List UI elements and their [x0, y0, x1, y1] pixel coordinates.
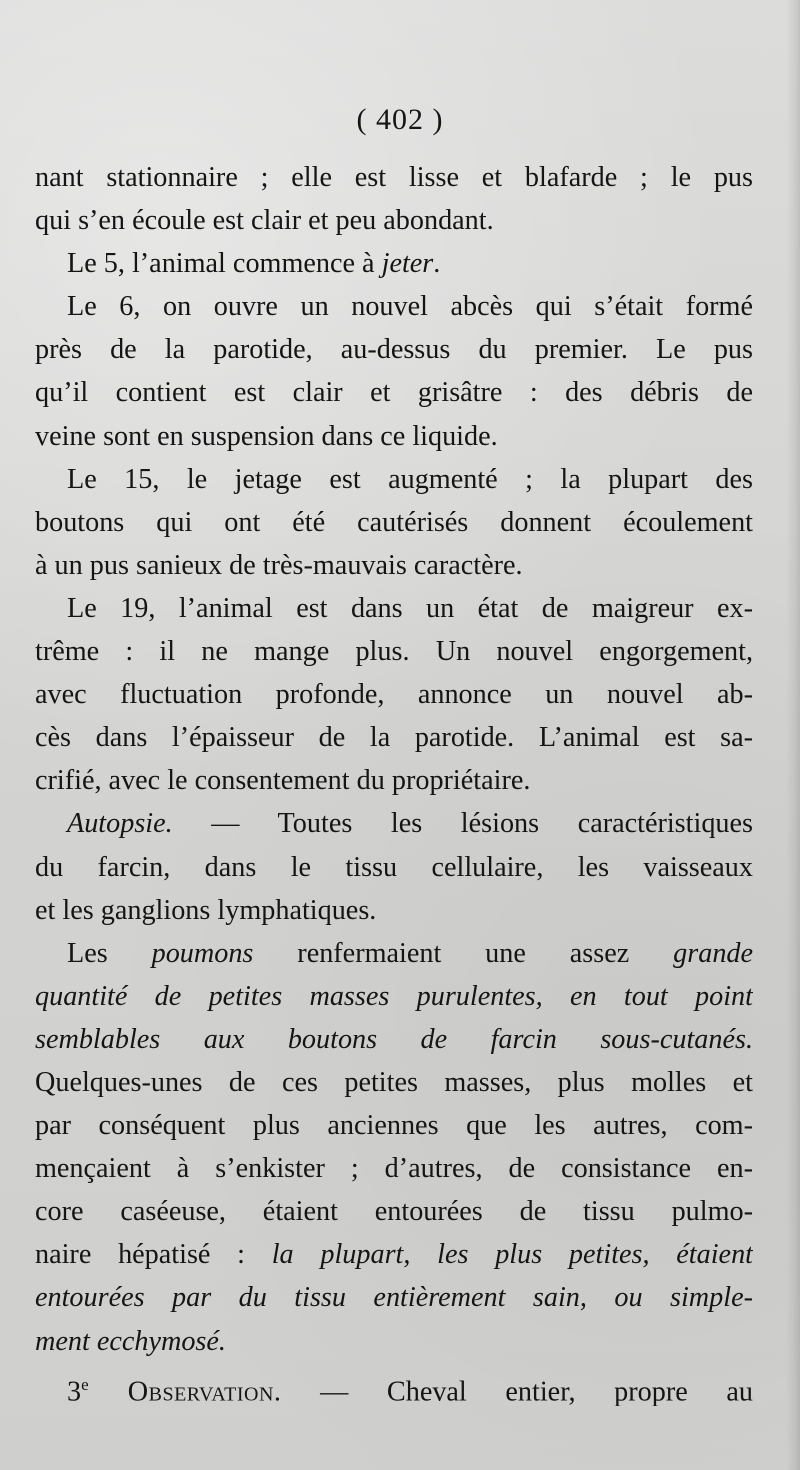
text-segment: du farcin, dans le tissu cellulaire, les vaisseaux	[35, 851, 753, 883]
text-line	[35, 846, 753, 889]
text-line	[35, 415, 753, 458]
text-segment: nant stationnaire ; elle est lisse et blafarde ; le pus	[35, 162, 753, 193]
text-segment: e	[81, 1374, 89, 1394]
text-line	[35, 544, 753, 587]
text-segment: Le 15, le jetage est augmenté ; la plupart des	[67, 463, 753, 495]
text-line	[35, 156, 753, 199]
italic-text-segment: ment ecchymosé.	[35, 1325, 226, 1357]
text-line	[35, 1190, 753, 1233]
text-segment: trême : il ne mange plus. Un nouvel engorgement,	[35, 636, 753, 668]
text-segment: qu’il contient est clair et grisâtre : des débris de	[35, 377, 753, 409]
text-line	[35, 1233, 753, 1276]
italic-text-segment: Autopsie.	[67, 808, 173, 840]
text-line	[35, 759, 753, 802]
text-segment: et les ganglions lymphatiques.	[35, 894, 377, 926]
text-segment: Quelques-unes de ces petites masses, plus molles et	[35, 1066, 753, 1098]
italic-text-segment: poumons	[151, 937, 254, 969]
text-line	[35, 1061, 753, 1104]
text-segment: — Toutes les lésions caractéristiques	[172, 808, 753, 840]
text-line	[35, 1320, 753, 1363]
text-segment: cès dans l’épaisseur de la parotide. L’animal est sa-	[35, 722, 753, 754]
text-segment: crifié, avec le consentement du propriétaire.	[35, 765, 531, 797]
text-line	[35, 458, 753, 501]
italic-text-segment: grande	[673, 937, 753, 969]
italic-text-segment: jeter	[381, 248, 434, 280]
italic-text-segment: la plupart, les plus petites, étaient	[271, 1239, 753, 1271]
text-segment: avec fluctuation profonde, annonce un nouvel ab-	[35, 679, 753, 711]
text-line	[35, 932, 753, 975]
text-line	[35, 630, 753, 673]
text-line	[35, 716, 753, 759]
text-segment: 3	[67, 1376, 82, 1406]
text-segment: Le 19, l’animal est dans un état de maigreur ex-	[67, 592, 753, 624]
text-line	[35, 285, 753, 328]
text-segment: mençaient à s’enkister ; d’autres, de consistance en-	[35, 1153, 753, 1185]
text-segment: à un pus sanieux de très-mauvais caractère.	[35, 549, 523, 581]
text-segment: qui s’en écoule est clair et peu abondant.	[35, 205, 494, 237]
text-segment: veine sont en suspension dans ce liquide.	[35, 420, 498, 452]
text-line	[35, 199, 753, 242]
italic-text-segment: semblables aux boutons de farcin sous-cutanés.	[35, 1023, 753, 1055]
text-segment: Les	[67, 937, 152, 969]
body-text	[35, 156, 753, 1406]
text-segment: boutons qui ont été cautérisés donnent écoulement	[35, 506, 753, 538]
text-line	[35, 371, 753, 414]
text-line	[35, 889, 753, 932]
page-number: ( 402 )	[356, 103, 444, 136]
text-segment: naire hépatisé :	[35, 1239, 272, 1271]
text-line	[35, 1147, 753, 1190]
text-line	[35, 975, 753, 1018]
text-segment: .	[433, 248, 441, 280]
text-line	[35, 1018, 753, 1061]
text-line	[35, 1276, 753, 1319]
text-segment: — Cheval entier, propre au	[281, 1376, 753, 1406]
italic-text-segment: quantité de petites masses purulentes, en tout point	[35, 980, 753, 1012]
text-line	[35, 1363, 753, 1406]
text-segment: Le 5, l’animal commence à	[67, 248, 382, 280]
italic-text-segment: entourées par du tissu entièrement sain, ou simple-	[35, 1282, 753, 1314]
text-segment: par conséquent plus anciennes que les autres, com-	[35, 1110, 753, 1142]
text-line	[35, 1104, 753, 1147]
text-line	[35, 587, 753, 630]
text-line	[35, 802, 753, 845]
page-edge-shadow	[786, 0, 800, 1470]
text-segment: Le 6, on ouvre un nouvel abcès qui s’était formé	[67, 291, 753, 323]
text-segment: core caséeuse, étaient entourées de tissu pulmo-	[35, 1196, 753, 1228]
text-line	[35, 673, 753, 716]
text-line	[35, 328, 753, 371]
text-line	[35, 242, 753, 285]
text-segment: renfermaient une assez	[253, 937, 674, 969]
text-line	[35, 501, 753, 544]
text-segment: près de la parotide, au-dessus du premier. Le pus	[35, 334, 753, 366]
section-heading-segment: Observation.	[88, 1376, 282, 1406]
